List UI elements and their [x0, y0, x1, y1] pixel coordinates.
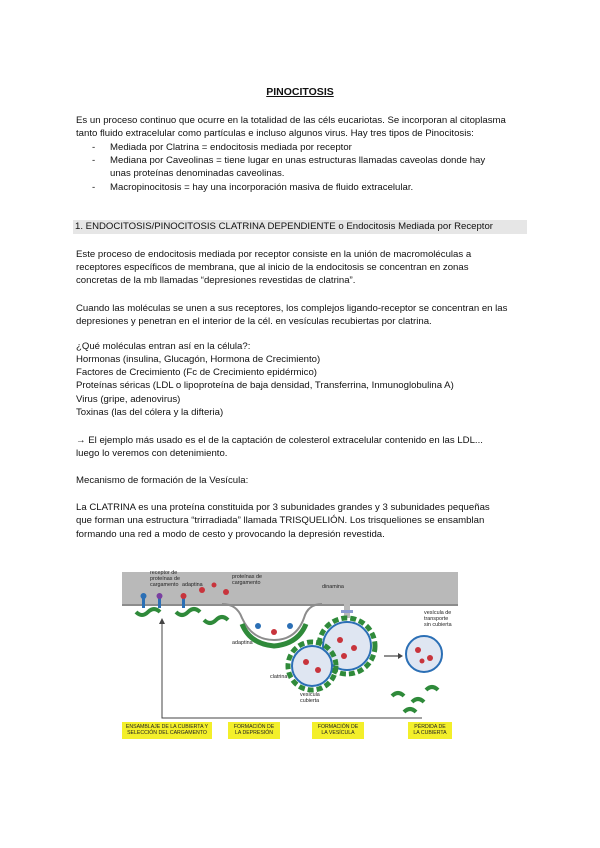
label-dinamina: dinamina — [322, 584, 344, 590]
example-line: luego lo veremos con detenimiento. — [76, 448, 228, 459]
molecule-item: Virus (gripe, adenovirus) — [76, 394, 181, 405]
bullet-marker: - — [92, 182, 96, 193]
label-vesicula-cubierta: vesícula cubierta — [300, 692, 320, 704]
page-title: PINOCITOSIS — [266, 86, 334, 98]
intro-line: tanto fluido extracelular como partículas e incluso algunos virus. Hay tres tipos de Pinocitosis: — [76, 128, 474, 139]
bullet-item-continuation: unas proteínas denominadas caveolinas. — [110, 168, 285, 179]
paragraph-line: que forman una estructura “trirradiada” llamada TRISQUELIÓN. Los trisqueliones se ensamblan — [76, 515, 485, 526]
figure-illustration — [122, 568, 458, 746]
molecule-item: Toxinas (las del cólera y la difteria) — [76, 407, 224, 418]
bullet-item: Macropinocitosis = hay una incorporación masiva de fluido extracelular. — [110, 182, 414, 193]
mechanism-heading: Mecanismo de formación de la Vesícula: — [76, 475, 249, 486]
molecule-item: Hormonas (insulina, Glucagón, Hormona de Crecimiento) — [76, 354, 321, 365]
molecules-question: ¿Qué moléculas entran así en la célula?: — [76, 341, 251, 352]
paragraph-line: Cuando las moléculas se unen a sus receptores, los complejos ligando-receptor se concentran en las — [76, 303, 508, 314]
coated-vesicle — [288, 642, 336, 690]
bullet-item: Mediana por Caveolinas = tiene lugar en unas estructuras llamadas caveolas donde hay — [110, 155, 486, 166]
stage-label: PÉRDIDA DE LA CUBIERTA — [408, 722, 452, 739]
label-adaptina-bottom: adaptina — [232, 640, 253, 646]
label-proteinas: proteínas de cargamento — [232, 574, 262, 586]
bullet-item: Mediada por Clatrina = endocitosis mediada por receptor — [110, 142, 352, 153]
paragraph-line: formando una red a modo de cesto y provocando la depresión revestida. — [76, 529, 385, 540]
clathrin-vesicle-figure — [122, 568, 458, 746]
stage-label: FORMACIÓN DE LA DEPRESIÓN — [228, 722, 280, 739]
bullet-marker: - — [92, 142, 96, 153]
bullet-marker: - — [92, 155, 96, 166]
stage-label: FORMACIÓN DE LA VESÍCULA — [312, 722, 364, 739]
uncoated-vesicle — [406, 636, 442, 672]
clathrin-coat-left — [136, 609, 228, 623]
label-vesicula-transporte: vesícula de transporte sin cubierta — [424, 610, 452, 628]
released-clathrin — [392, 687, 438, 712]
molecule-item: Factores de Crecimiento (Fc de Crecimiento epidérmico) — [76, 367, 317, 378]
section-heading: 1. ENDOCITOSIS/PINOCITOSIS CLATRINA DEPENDIENTE o Endocitosis Mediada por Receptor — [73, 220, 527, 234]
stage-label: ENSAMBLAJE DE LA CUBIERTA Y SELECCIÓN DEL CARGAMENTO — [122, 722, 212, 739]
paragraph-line: La CLATRINA es una proteína constituida por 3 subunidades grandes y 3 subunidades pequeñas — [76, 502, 490, 513]
label-clatrina: clatrina — [270, 674, 288, 680]
paragraph-line: receptores específicos de membrana, que al inicio de la endocitosis se concentran en zonas — [76, 262, 469, 273]
label-adaptina-top: adaptina — [182, 582, 203, 588]
example-line: → El ejemplo más usado es el de la captación de colesterol extracelular contenido en las LDL... — [76, 435, 483, 446]
paragraph-line: depresiones y penetran en el interior de la cél. en vesículas recubiertas por clatrina. — [76, 316, 432, 327]
intro-line: Es un proceso continuo que ocurre en la totalidad de las céls eucariotas. Se incorporan al citoplasma — [76, 115, 506, 126]
paragraph-line: concretas de la mb llamadas “depresiones revestidas de clatrina”. — [76, 275, 356, 286]
label-receptor: receptor de proteínas de cargamento — [150, 570, 180, 588]
molecule-item: Proteínas séricas (LDL o lipoproteína de baja densidad, Transferrina, Inmunoglobulina A) — [76, 380, 454, 391]
paragraph-line: Este proceso de endocitosis mediada por receptor consiste en la unión de macromoléculas a — [76, 249, 472, 260]
